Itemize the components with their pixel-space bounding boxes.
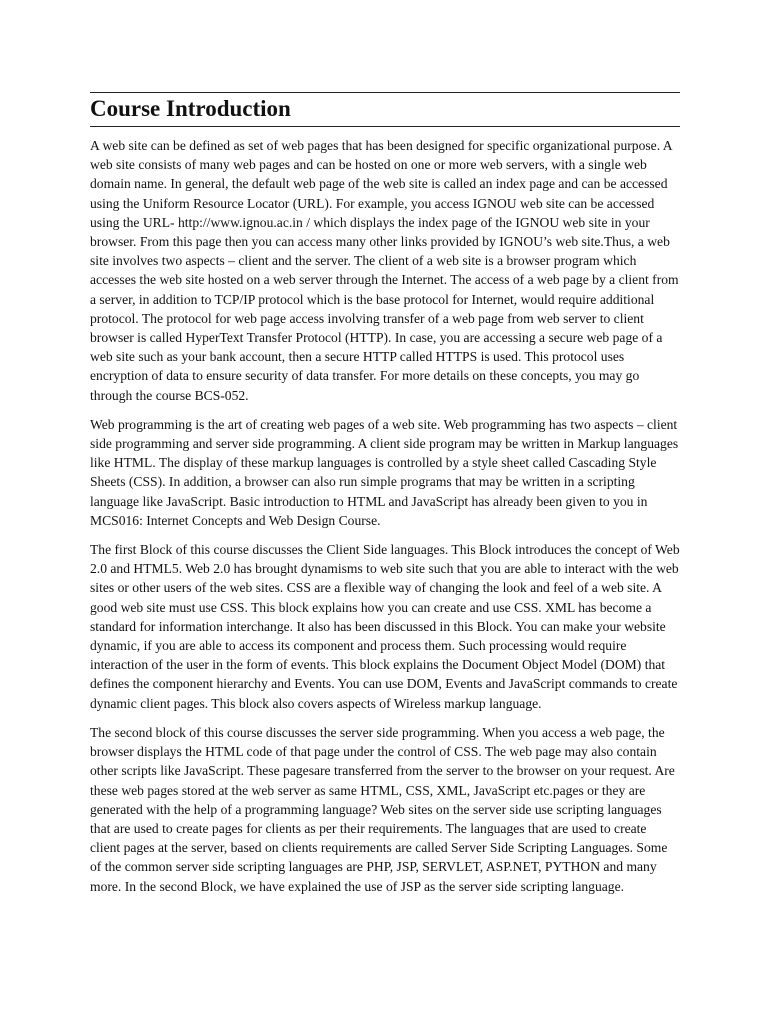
paragraph-web-programming: Web programming is the art of creating web pages of a web site. Web programming has two aspects – client side programming and server side programming. A client side program may be written in Markup languages like HTML. The display of these markup languages is controlled by a style sheet called Cascading Style Sheets (CSS). In addition, a browser can also run simple programs that may be written in a scripting language like JavaScript. Basic introduction to HTML and JavaScript has already been given to you in MCS016: Internet Concepts and Web Design Course. bbox=[90, 416, 679, 528]
paragraph-intro: A web site can be defined as set of web pages that has been designed for specific organizational purpose. A web site consists of many web pages and can be hosted on one or more web servers, with a single web domain name. In general, the default web page of the web site is called an index page and can be accessed using the Uniform Resource Locator (URL). For example, you access IGNOU web site can be accessed using the URL- http://www.ignou.ac.in / which displays the index page of the IGNOU web site in your browser. From this page then you can access many other links provided by IGNOU’s web site.Thus, a web site involves two aspects – client and the server. The client of a web site is a browser program which accesses the web site hosted on a web server through the Internet. The access of a web page by a client from a server, in addition to TCP/IP protocol which is the base protocol for Internet, would require additional protocol. The protocol for web page access involving transfer of a web page from web server to client browser is called HyperText Transfer Protocol (HTTP). In case, you are accessing a secure web page of a web site such as your bank account, then a secure HTTP called HTTPS is used. This protocol uses encryption of data to ensure security of data transfer. For more details on these concepts, you may go through the course BCS-052. bbox=[90, 138, 679, 403]
paragraph-first-block: The first Block of this course discusses the Client Side languages. This Block introduces the concept of Web 2.0 and HTML5. Web 2.0 has brought dynamisms to web site such that you are able to interact with the web sites or other users of the web sites. CSS are a flexible way of changing the look and feel of a web site. A good web site must use CSS. This block explains how you can create and use CSS. XML has become a standard for information interchange. It also has been discussed in this Block. You can make your website dynamic, if you are able to access its component and process them. Such processing would require interaction of the user in the form of events. This block explains the Document Object Model (DOM) that defines the component hierarchy and Events. You can use DOM, Events and JavaScript commands to create dynamic client pages. This block also covers aspects of Wireless markup language. bbox=[90, 542, 680, 711]
paragraph-second-block: The second block of this course discusses the server side programming. When you access a web page, the browser displays the HTML code of that page under the control of CSS. The web page may also contain other scripts like JavaScript. These pagesare transferred from the server to the browser on your request. Are these web pages stored at the web server as same HTML, CSS, XML, JavaScript etc.pages or they are generated with the help of a programming language? Web sites on the server side use scripting languages that are used to create pages for clients as per their requirements. The languages that are used to create client pages at the server, based on clients requirements are called Server Side Scripting Languages. Some of the common server side scripting languages are PHP, JSP, SERVLET, ASP.NET, PYTHON and many more. In the second Block, we have explained the use of JSP as the server side scripting language. bbox=[90, 724, 675, 894]
page-title: Course Introduction bbox=[90, 96, 291, 121]
title-rule-box bbox=[90, 92, 680, 127]
document-page bbox=[90, 92, 680, 906]
